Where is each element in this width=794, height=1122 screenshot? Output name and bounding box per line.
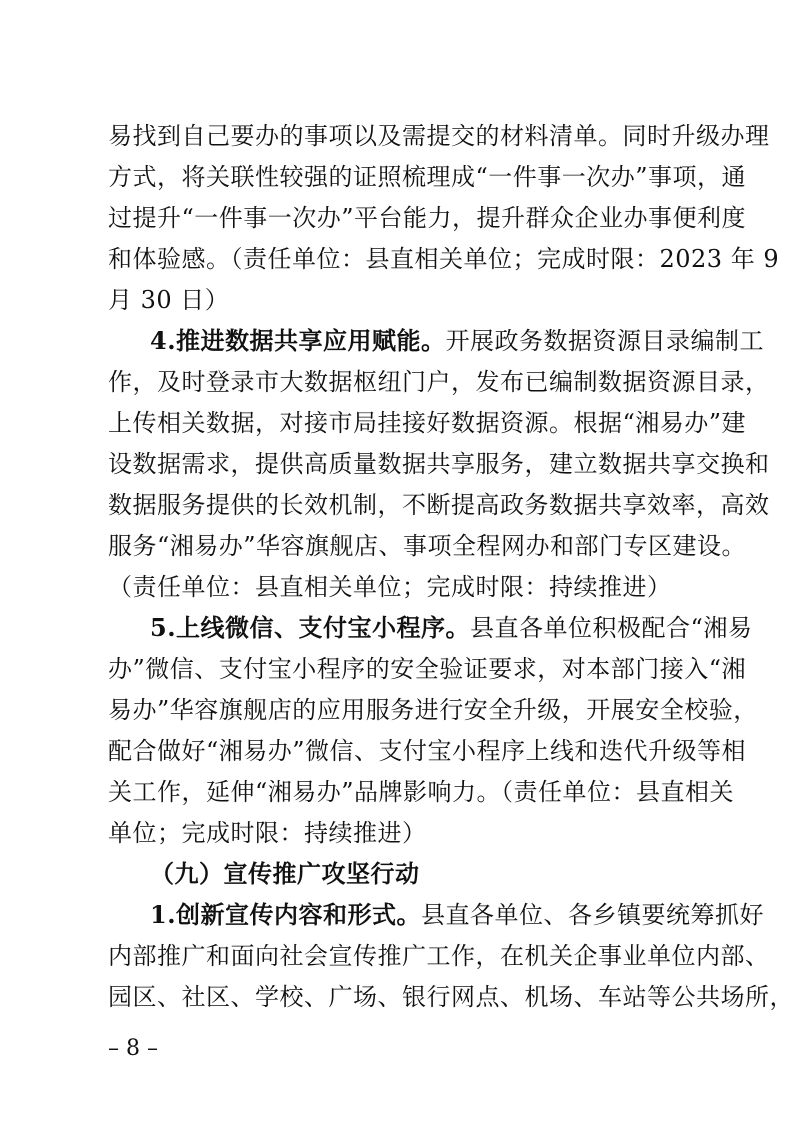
paragraph-line: 数据服务提供的长效机制，不断提高政务数据共享效率，高效 bbox=[108, 491, 770, 519]
paragraph-line: 方式，将关联性较强的证照梳理成“一件事一次办”事项，通 bbox=[108, 163, 747, 191]
paragraph-line: （责任单位：县直相关单位；完成时限：持续推进） bbox=[108, 573, 672, 601]
paragraph-line: 月 30 日） bbox=[108, 286, 230, 314]
item-5-first-line bbox=[150, 609, 753, 647]
paragraph-line: 作，及时登录市大数据枢纽门户，发布已编制数据资源目录， bbox=[108, 368, 770, 396]
paragraph-line: 易找到自己要办的事项以及需提交的材料清单。同时升级办理 bbox=[108, 122, 770, 150]
paragraph-line: 园区、社区、学校、广场、银行网点、机场、车站等公共场所， bbox=[108, 983, 794, 1011]
paragraph-line: 单位；完成时限：持续推进） bbox=[108, 819, 427, 847]
paragraph-line: 关工作，延伸“湘易办”品牌影响力。（责任单位：县直相关 bbox=[108, 778, 735, 806]
item-5-first-line-text: 县直各单位积极配合“湘易 bbox=[470, 614, 753, 642]
paragraph-line: 过提升“一件事一次办”平台能力，提升群众企业办事便利度 bbox=[108, 204, 747, 232]
paragraph-line: 上传相关数据，对接市局挂接好数据资源。根据“湘易办”建 bbox=[108, 409, 747, 437]
page-number: – 8 – bbox=[108, 1036, 158, 1061]
paragraph-line: 和体验感。（责任单位：县直相关单位；完成时限：2023 年 9 bbox=[108, 245, 780, 273]
paragraph-line: 配合做好“湘易办”微信、支付宝小程序上线和迭代升级等相 bbox=[108, 737, 747, 765]
paragraph-line: 设数据需求，提供高质量数据共享服务，建立数据共享交换和 bbox=[108, 450, 770, 478]
item-1-first-line-text: 县直各单位、各乡镇要统筹抓好 bbox=[421, 901, 765, 929]
section-9-heading: （九）宣传推广攻坚行动 bbox=[150, 859, 420, 888]
item-5-heading: 5.上线微信、支付宝小程序。 bbox=[150, 613, 471, 642]
item-4-first-line-text: 开展政务数据资源目录编制工 bbox=[445, 327, 765, 355]
paragraph-line: 易办”华容旗舰店的应用服务进行安全升级，开展安全校验， bbox=[108, 696, 758, 724]
item-1-heading: 1.创新宣传内容和形式。 bbox=[150, 900, 422, 929]
paragraph-line: 服务“湘易办”华容旗舰店、事项全程网办和部门专区建设。 bbox=[108, 532, 747, 560]
item-4-heading: 4.推进数据共享应用赋能。 bbox=[150, 326, 446, 355]
item-4-first-line bbox=[150, 322, 765, 360]
item-1-first-line bbox=[150, 896, 765, 934]
paragraph-line: 内部推广和面向社会宣传推广工作，在机关企事业单位内部、 bbox=[108, 942, 770, 970]
paragraph-line: 办”微信、支付宝小程序的安全验证要求，对本部门接入“湘 bbox=[108, 655, 747, 683]
